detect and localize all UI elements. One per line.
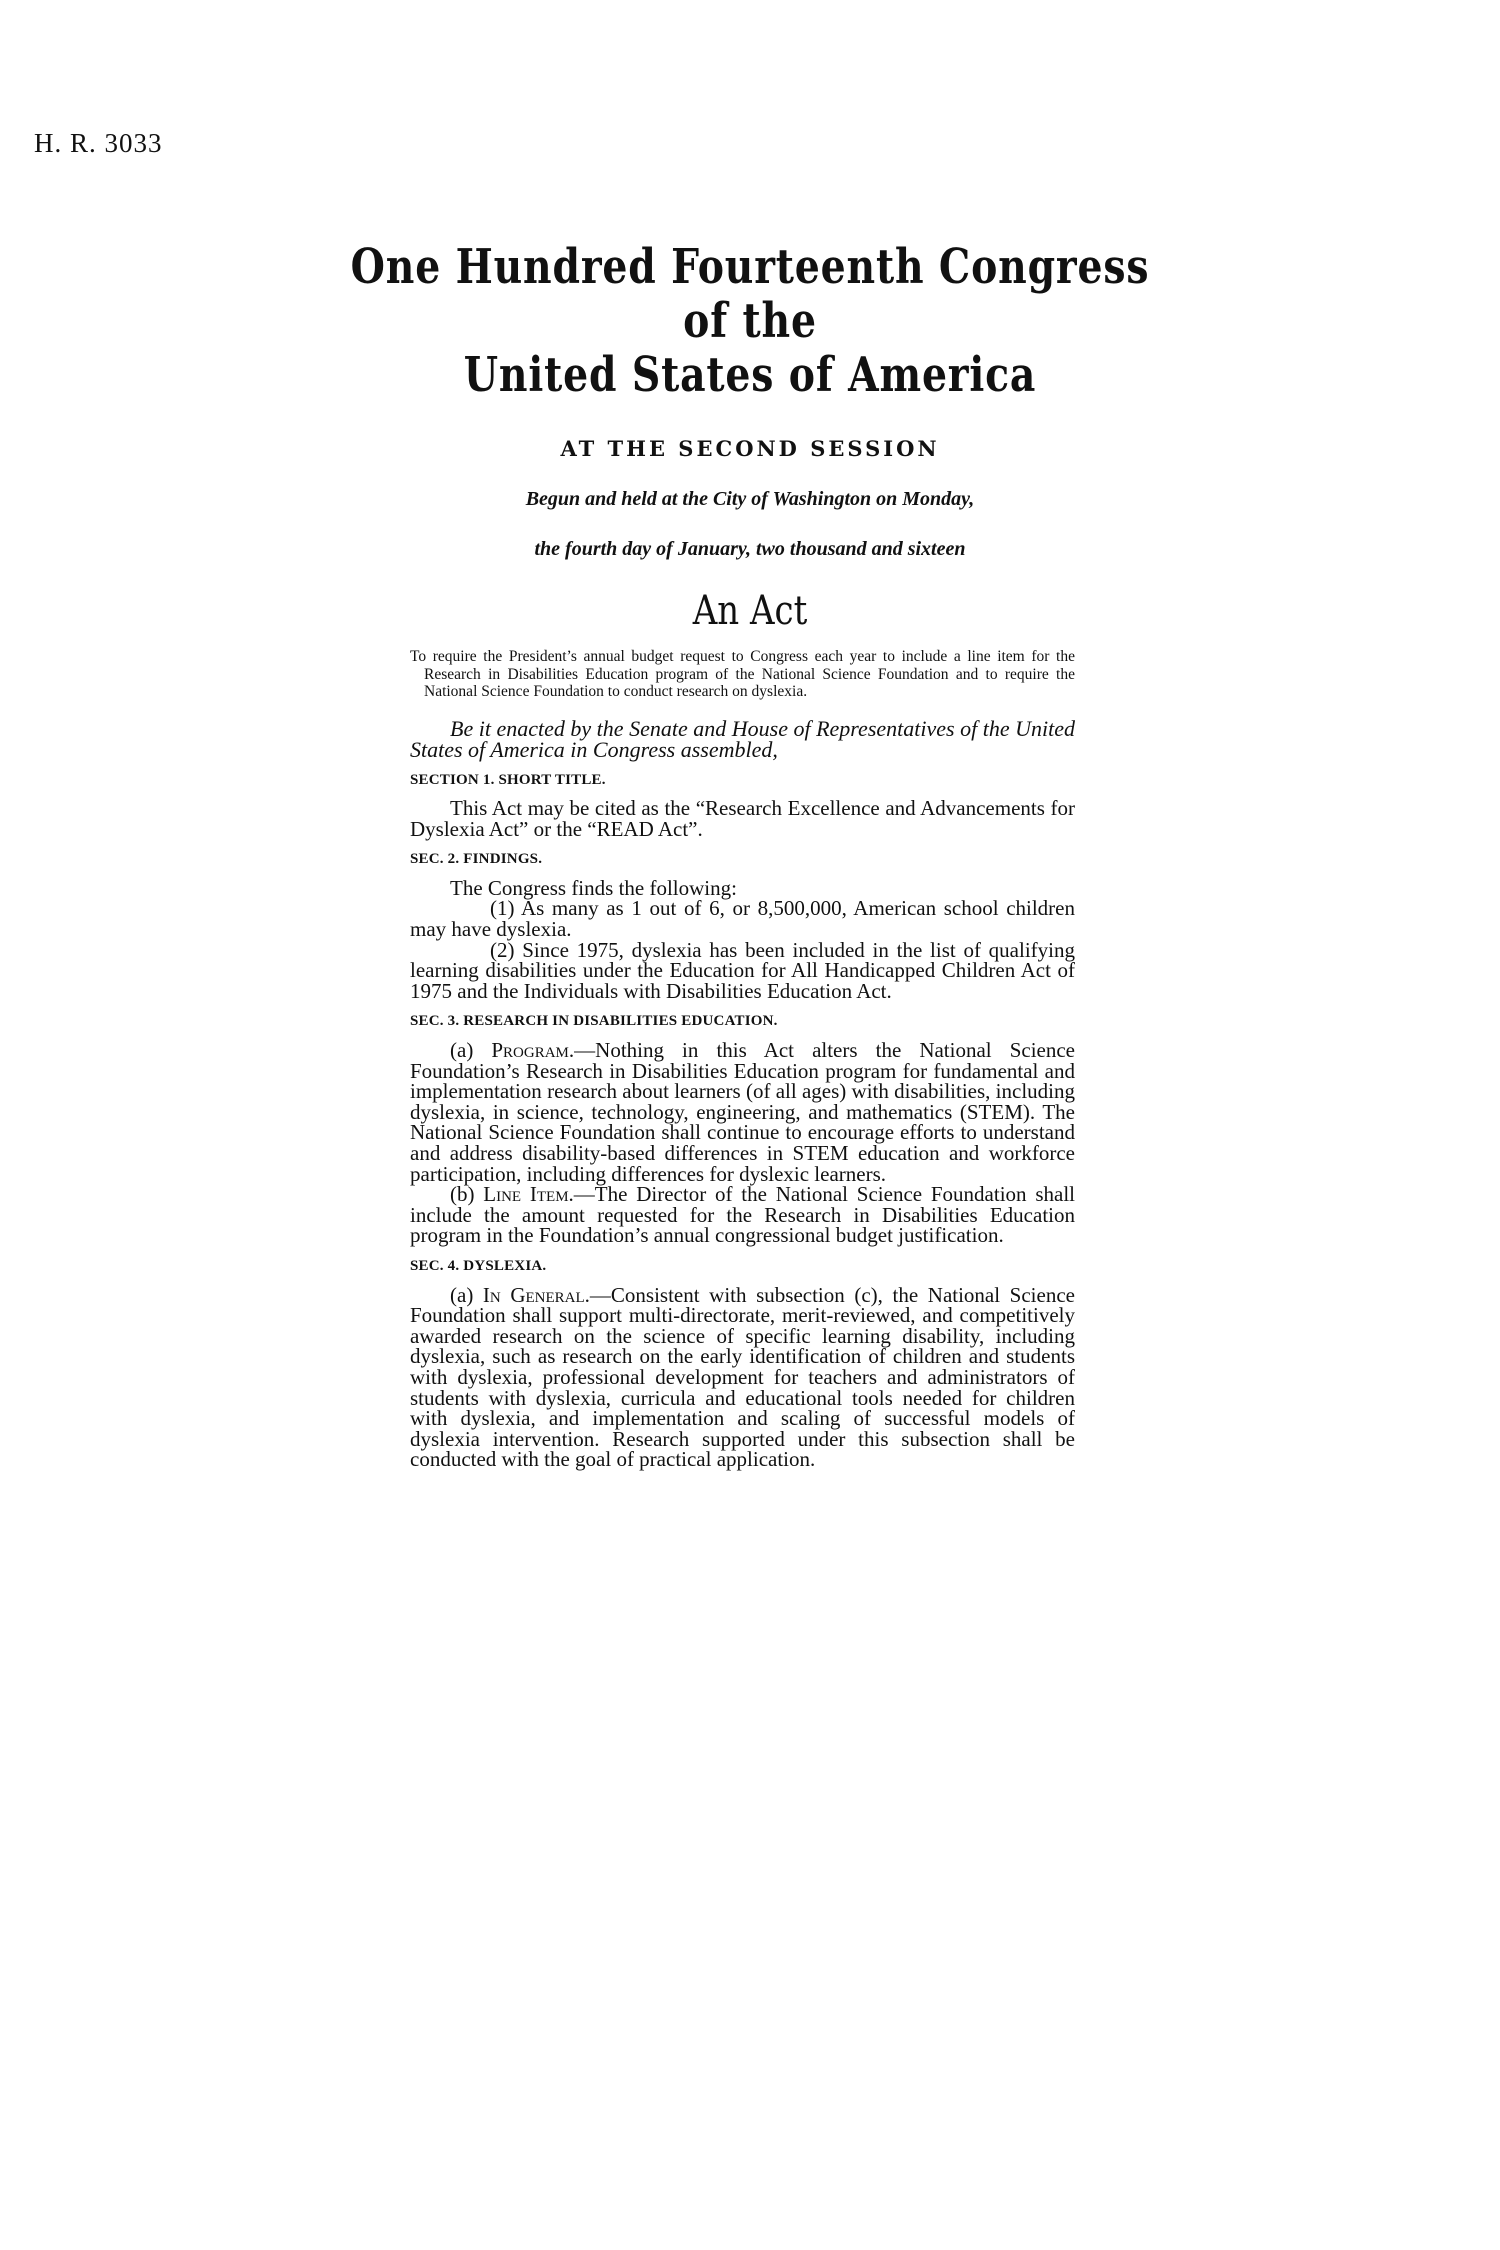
congress-title-line2: of the	[683, 293, 817, 349]
act-purpose: To require the President’s annual budget request to Congress each year to include a line item for the Research in Disabilities Education program of the National Science Foundation and to require the National Science Foundation to conduct research on dyslexia.	[410, 648, 1075, 700]
subsection-label: (b)	[450, 1182, 484, 1207]
session-line: AT THE SECOND SESSION	[560, 436, 940, 461]
subsection-heading: Line Item	[483, 1182, 569, 1207]
congress-title-line1: One Hundred Fourteenth Congress	[350, 239, 1150, 295]
section-2-heading: SEC. 2. FINDINGS.	[410, 851, 543, 868]
bill-number: H. R. 3033	[34, 128, 163, 158]
subsection-text: .—The Director of the National Science Foundation shall include the amount requested for the Research in Disabilities Education program in the Foundation’s annual congressional budget justification.	[410, 1182, 1075, 1248]
subsection-label: (a)	[450, 1038, 492, 1063]
congress-title-line3: United States of America	[463, 347, 1037, 403]
subsection-text: .—Nothing in this Act alters the National Science Foundation’s Research in Disabilities Education program for fundamental and implementation research about learners (of all ages) with disabilities, including dyslexia, in science, technology, engineering, and mathematics (STEM). The National Science Foundation shall continue to encourage efforts to understand and address disability-based differences in STEM education and workforce participation, including differences for dyslexic learners.	[410, 1038, 1075, 1186]
section-4-subsection-a	[410, 1282, 1075, 1472]
subsection-label: (a)	[450, 1282, 483, 1307]
enacting-clause: Be it enacted by the Senate and House of Representatives of the United States of America in Congress assembled,	[410, 715, 1075, 762]
section-4-heading: SEC. 4. DYSLEXIA.	[410, 1257, 547, 1274]
finding-1: (1) As many as 1 out of 6, or 8,500,000, American school children may have dyslexia.	[410, 896, 1075, 942]
section-1-text: This Act may be cited as the “Research Excellence and Advancements for Dyslexia Act” or the “READ Act”.	[410, 796, 1075, 841]
act-title: An Act	[692, 588, 808, 634]
section-3-subsection-b	[410, 1184, 1075, 1246]
subsection-text: .—Consistent with subsection (c), the National Science Foundation shall support multi-directorate, merit-reviewed, and competitively awarded research on the science of specific learning disability, including dyslexia, such as research on the early identification of children and students with dyslexia, professional development for teachers and administrators of students with dyslexia, curricula and educational tools needed for children with dyslexia, and implementation and scaling of successful models of dyslexia intervention. Research supported under this subsection shall be conducted with the goal of practical application.	[410, 1282, 1075, 1472]
begun-line-2: the fourth day of January, two thousand and sixteen	[534, 538, 966, 560]
finding-2: (2) Since 1975, dyslexia has been included in the list of qualifying learning disabilities under the Education for All Handicapped Children Act of 1975 and the Individuals with Disabilities Education Act.	[410, 937, 1075, 1003]
bill-body	[410, 648, 1075, 1470]
subsection-heading: Program	[491, 1038, 569, 1063]
section-2-intro: The Congress finds the following:	[450, 875, 737, 900]
begun-line-1: Begun and held at the City of Washington on Monday,	[525, 488, 975, 510]
subsection-heading: In General	[482, 1282, 585, 1307]
congress-header	[0, 240, 1500, 561]
section-3-subsection-a	[410, 1040, 1075, 1184]
section-3-heading: SEC. 3. RESEARCH IN DISABILITIES EDUCATION.	[410, 1013, 778, 1030]
section-1-heading: SECTION 1. SHORT TITLE.	[410, 771, 606, 788]
